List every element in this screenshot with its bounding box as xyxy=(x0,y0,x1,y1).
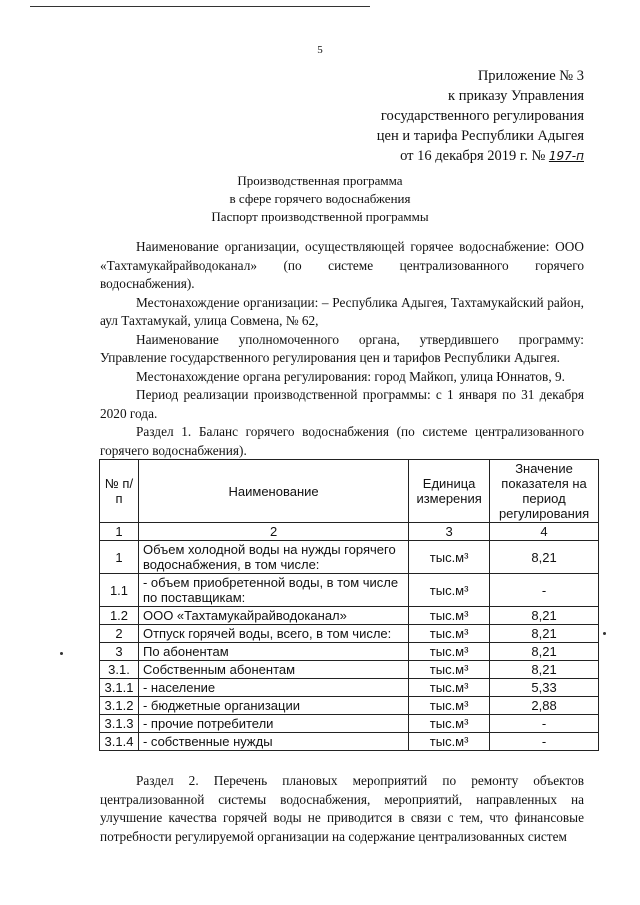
row-unit: тыс.м³ xyxy=(409,541,490,574)
period-paragraph: Период реализации производственной программы: с 1 января по 31 декабря 2020 года. xyxy=(100,387,584,421)
scan-speck xyxy=(60,652,63,655)
row-name: ООО «Тахтамукайрайводоканал» xyxy=(138,607,408,625)
row-name: Отпуск горячей воды, всего, в том числе: xyxy=(138,625,408,643)
index-cell: 2 xyxy=(138,523,408,541)
table-row xyxy=(100,733,599,751)
row-unit: тыс.м³ xyxy=(409,661,490,679)
appendix-date: от 16 декабря 2019 г. № xyxy=(400,148,546,164)
section2-body xyxy=(100,772,584,846)
table-row xyxy=(100,607,599,625)
index-cell: 3 xyxy=(409,523,490,541)
appendix-block xyxy=(377,66,584,166)
header-unit: Единица измерения xyxy=(409,460,490,523)
top-rule xyxy=(30,6,370,7)
header-num: № п/п xyxy=(100,460,139,523)
row-value: 8,21 xyxy=(490,661,599,679)
table-row xyxy=(100,643,599,661)
row-unit: тыс.м³ xyxy=(409,607,490,625)
row-name: - собственные нужды xyxy=(138,733,408,751)
section1-title: Раздел 1. Баланс горячего водоснабжения (по системе централизованного горячего водоснабжения). xyxy=(100,424,584,458)
row-value: - xyxy=(490,733,599,751)
table-index-row xyxy=(100,523,599,541)
row-value: - xyxy=(490,574,599,607)
row-name: - население xyxy=(138,679,408,697)
page-number: 5 xyxy=(317,44,323,56)
org-location-paragraph: Местонахождение организации: – Республика Адыгея, Тахтамукайский район, аул Тахтамукай, улица Совмена, № 62, xyxy=(100,294,584,328)
table-row xyxy=(100,679,599,697)
table-row xyxy=(100,541,599,574)
row-num: 3.1. xyxy=(100,661,139,679)
table-row xyxy=(100,625,599,643)
program-heading xyxy=(0,172,640,226)
row-unit: тыс.м³ xyxy=(409,574,490,607)
heading-line-2: в сфере горячего водоснабжения xyxy=(229,191,411,206)
org-name-paragraph: Наименование организации, осуществляющей горячее водоснабжение: ООО «Тахтамукайрайводоканал» (по системе централизованного горячего водоснабжения). xyxy=(100,239,584,291)
handwritten-doc-number: 197-п xyxy=(548,149,584,163)
table-header-row xyxy=(100,460,599,523)
heading-line-3: Паспорт производственной программы xyxy=(211,209,429,224)
row-num: 3.1.4 xyxy=(100,733,139,751)
section2-paragraph: Раздел 2. Перечень плановых мероприятий по ремонту объектов централизованной системы водоснабжения, мероприятий, направленных на улучшение качества горячей воды не приводится в связи с тем, что финансовые потребности регулируемой организации на содержание централизованных систем xyxy=(100,773,584,844)
row-unit: тыс.м³ xyxy=(409,643,490,661)
passport-body xyxy=(100,238,584,460)
regulator-location-paragraph: Местонахождение органа регулирования: город Майкоп, улица Юннатов, 9. xyxy=(136,368,565,384)
row-name: - бюджетные организации xyxy=(138,697,408,715)
row-value: 8,21 xyxy=(490,625,599,643)
appendix-line-3: государственного регулирования xyxy=(380,108,584,124)
appendix-line-2: к приказу Управления xyxy=(448,88,584,104)
row-unit: тыс.м³ xyxy=(409,697,490,715)
table-row xyxy=(100,574,599,607)
heading-line-1: Производственная программа xyxy=(237,173,403,188)
row-name: Объем холодной воды на нужды горячего водоснабжения, в том числе: xyxy=(138,541,408,574)
row-num: 3.1.3 xyxy=(100,715,139,733)
row-name: Собственным абонентам xyxy=(138,661,408,679)
row-value: - xyxy=(490,715,599,733)
table-row xyxy=(100,715,599,733)
table-row xyxy=(100,697,599,715)
row-value: 8,21 xyxy=(490,607,599,625)
row-num: 1.1 xyxy=(100,574,139,607)
row-name: - прочие потребители xyxy=(138,715,408,733)
table-row xyxy=(100,661,599,679)
appendix-line-4: цен и тарифа Республики Адыгея xyxy=(376,128,584,144)
row-unit: тыс.м³ xyxy=(409,625,490,643)
row-value: 2,88 xyxy=(490,697,599,715)
appendix-line-1: Приложение № 3 xyxy=(477,68,584,84)
row-num: 2 xyxy=(100,625,139,643)
appendix-line-5 xyxy=(377,146,584,166)
row-value: 8,21 xyxy=(490,643,599,661)
row-num: 3.1.1 xyxy=(100,679,139,697)
header-value: Значение показателя на период регулирования xyxy=(490,460,599,523)
row-num: 3 xyxy=(100,643,139,661)
row-unit: тыс.м³ xyxy=(409,679,490,697)
row-num: 3.1.2 xyxy=(100,697,139,715)
balance-table xyxy=(99,459,599,751)
row-unit: тыс.м³ xyxy=(409,715,490,733)
row-num: 1.2 xyxy=(100,607,139,625)
row-num: 1 xyxy=(100,541,139,574)
row-name: По абонентам xyxy=(138,643,408,661)
row-value: 5,33 xyxy=(490,679,599,697)
scan-speck xyxy=(603,632,606,635)
index-cell: 1 xyxy=(100,523,139,541)
header-name: Наименование xyxy=(138,460,408,523)
regulator-name-paragraph: Наименование уполномоченного органа, утвердившего программу: Управление государственного регулирования цен и тарифов Республики Адыгея. xyxy=(100,331,584,365)
row-name: - объем приобретенной воды, в том числе по поставщикам: xyxy=(138,574,408,607)
row-value: 8,21 xyxy=(490,541,599,574)
row-unit: тыс.м³ xyxy=(409,733,490,751)
index-cell: 4 xyxy=(490,523,599,541)
